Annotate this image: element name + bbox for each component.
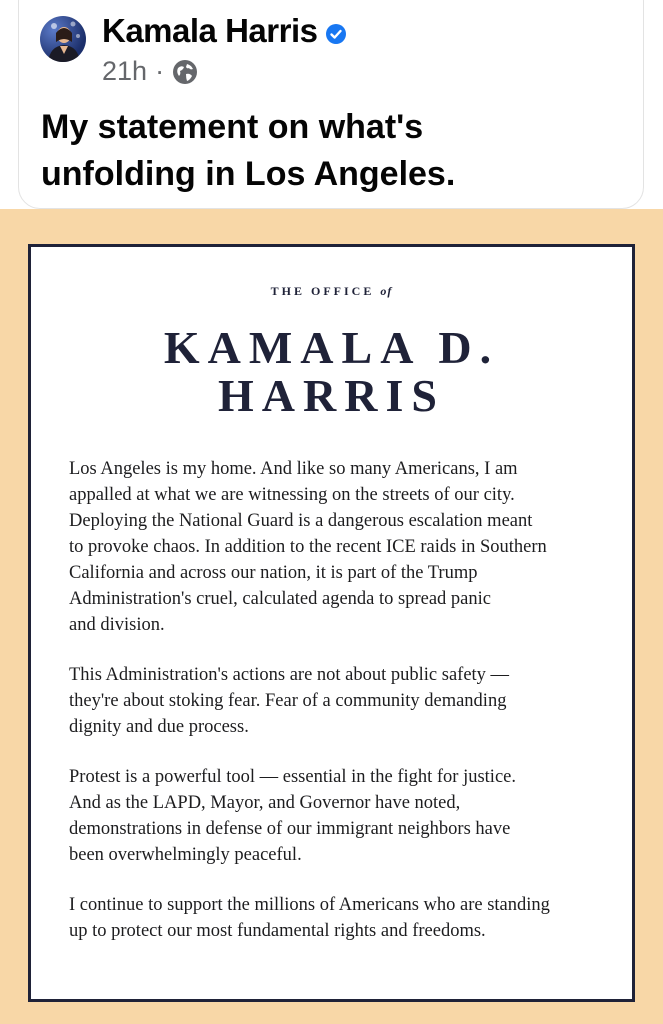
statement-line: And as the LAPD, Mayor, and Governor have noted, [69,793,461,813]
post-meta [102,56,198,87]
statement-line: to provoke chaos. In addition to the recent ICE raids in Southern [69,537,547,557]
post-timestamp[interactable]: 21h [102,56,148,86]
author-row [102,12,347,50]
statement-paragraph [69,892,609,944]
statement-paragraph [69,456,609,638]
statement-paragraph [69,662,609,740]
avatar[interactable] [40,16,86,62]
statement-line: Deploying the National Guard is a dangerous escalation meant [69,511,533,531]
verified-badge-icon [325,23,347,45]
statement-paragraph [69,764,609,868]
statement-line: This Administration's actions are not about public safety — [69,665,510,685]
office-of: of [380,284,393,298]
name-line-1: KAMALA D. [163,322,500,373]
statement-line: up to protect our most fundamental rights and freedoms. [69,921,486,941]
globe-icon[interactable] [172,59,198,85]
statement-document [28,244,635,1002]
statement-line: I continue to support the millions of Americans who are standing [69,895,550,915]
post-header [0,0,663,209]
statement-line: appalled at what we are witnessing on the streets of our city. [69,485,515,505]
post-text-line: unfolding in Los Angeles. [41,155,456,193]
author-name[interactable]: Kamala Harris [102,12,318,49]
statement-line: Protest is a powerful tool — essential in the fight for justice. [69,767,516,787]
statement-line: California and across our nation, it is part of the Trump [69,563,478,583]
statement-line: they're about stoking fear. Fear of a community demanding [69,691,507,711]
statement-line: and division. [69,615,165,635]
statement-line: Administration's cruel, calculated agenda to spread panic [69,589,491,609]
post-text [41,104,641,198]
statement-line: demonstrations in defense of our immigrant neighbors have [69,819,511,839]
meta-separator: · [155,56,165,86]
name-line-2: HARRIS [218,370,445,421]
statement-body [69,456,609,968]
statement-line: Los Angeles is my home. And like so many Americans, I am [69,459,518,479]
avatar-photo-icon [40,16,86,62]
post-text-line: My statement on what's [41,108,424,146]
statement-line: dignity and due process. [69,717,249,737]
office-prefix: THE OFFICE [270,284,375,298]
office-heading [31,284,632,299]
statement-line: been overwhelmingly peaceful. [69,845,302,865]
